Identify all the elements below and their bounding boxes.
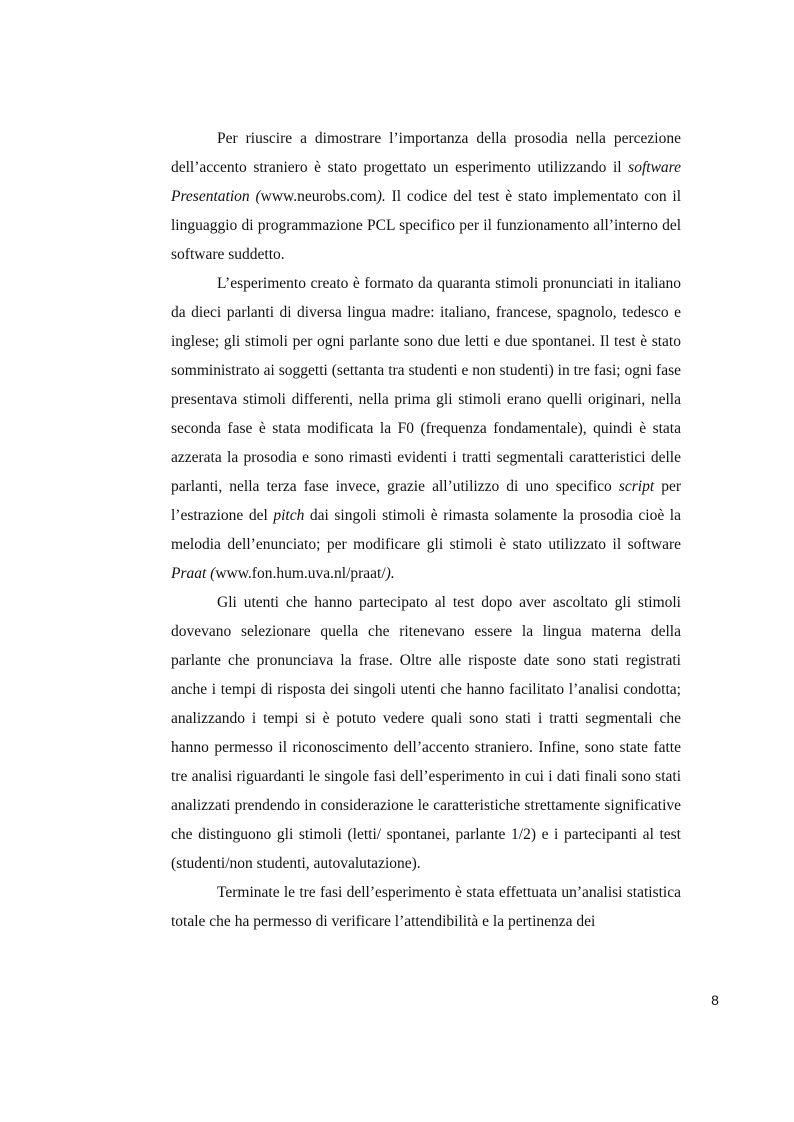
- text-run-italic: script: [618, 478, 655, 495]
- text-run-italic: Praat (: [171, 565, 216, 582]
- paragraph-2: [171, 269, 681, 588]
- text-run: Il codice del test è stato implementato con il linguaggio di programmazione PCL specifico per il funzionamento all’interno del software suddetto.: [171, 188, 682, 263]
- page-number: 8: [711, 992, 719, 1008]
- text-run: Terminate le tre fasi dell’esperimento è stata effettuata un’analisi statistica totale che ha permesso di verificare l’attendibilità e la pertinenza dei: [171, 884, 681, 930]
- text-run: Gli utenti che hanno partecipato al test dopo aver ascoltato gli stimoli dovevano selezionare quella che ritenevano essere la lingua materna della parlante che pronunciava la frase. Oltre alle risposte date sono stati registrati anche i tempi di risposta dei singoli utenti che hanno facilitato l’analisi condotta; analizzando i tempi si è potuto vedere quali sono stati i tratti segmentali che hanno permesso il riconoscimento dell’accento straniero. Infine, sono state fatte tre analisi riguardanti le singole fasi dell’esperimento in cui i dati finali sono stati analizzati prendendo in considerazione le caratteristiche strettamente significative che distinguono gli stimoli (letti/ spontanei, parlante 1/2) e i partecipanti al test (studenti/non studenti, autovalutazione).: [171, 594, 681, 872]
- paragraph-3: [171, 588, 681, 878]
- text-run-italic: pitch: [273, 507, 305, 524]
- url-text: www.fon.hum.uva.nl/praat/: [215, 565, 386, 582]
- text-run-italic: software Presentation (: [171, 159, 681, 205]
- text-run: per l’estrazione del: [171, 478, 682, 524]
- text-run: L’esperimento creato è formato da quaranta stimoli pronunciati in italiano da dieci parlanti di diversa lingua madre: italiano, francese, spagnolo, tedesco e inglese; gli stimoli per ogni parlante sono due letti e due spontanei. Il test è stato somministrato ai soggetti (settanta tra studenti e non studenti) in tre fasi; ogni fase presentava stimoli differenti, nella prima gli stimoli erano quelli originari, nella seconda fase è stata modificata la F0 (frequenza fondamentale), quindi è stata azzerata la prosodia e sono rimasti evidenti i tratti segmentali caratteristici delle parlanti, nella terza fase invece, grazie all’utilizzo di uno specifico: [171, 275, 681, 495]
- text-run-italic: ).: [376, 188, 386, 205]
- url-text: www.neurobs.com: [260, 188, 377, 205]
- text-run: Per riuscire a dimostrare l’importanza della prosodia nella percezione dell’accento straniero è stato progettato un esperimento utilizzando il: [171, 130, 681, 176]
- text-run: dai singoli stimoli è rimasta solamente la prosodia cioè la melodia dell’enunciato; per modificare gli stimoli è stato utilizzato il software: [171, 507, 681, 553]
- paragraph-1: [171, 124, 681, 269]
- paragraph-4: [171, 878, 681, 936]
- text-run-italic: ).: [385, 565, 395, 582]
- page-body: [171, 124, 681, 936]
